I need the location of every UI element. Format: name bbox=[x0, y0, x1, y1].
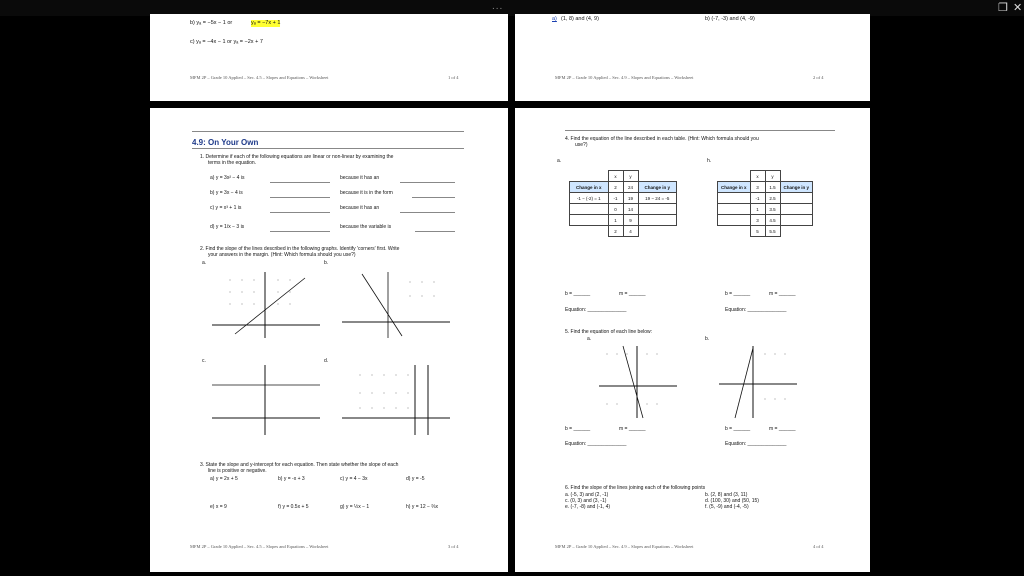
table-cell: 0 bbox=[608, 204, 623, 215]
q5a-equation[interactable]: Equation: ______________ bbox=[565, 441, 627, 447]
q3a: a) y = 2x + 5 bbox=[210, 476, 238, 482]
page2-footer: MFM 2P – Grade 10 Applied – Sec. 4.9 – Slopes and Equations – Worksheet bbox=[555, 75, 694, 80]
title-rule-bottom bbox=[192, 148, 464, 149]
item-a-points: (1, 8) and (4, 9) bbox=[561, 16, 599, 22]
table-cell-blank[interactable] bbox=[780, 215, 813, 226]
page1-number: 1 of 4 bbox=[448, 75, 459, 80]
q1a-eq: a) y = 3x² − 4 is bbox=[210, 175, 245, 181]
page-3 bbox=[150, 108, 508, 572]
q4-text-2: use?) bbox=[575, 142, 588, 148]
table-cell: 3 bbox=[750, 215, 765, 226]
table-b-col-x: x bbox=[750, 171, 765, 182]
table-a-col-x: x bbox=[608, 171, 623, 182]
table-a-change-x-label: Change in x bbox=[570, 182, 609, 193]
q3f: f) y = 0.5x + 5 bbox=[278, 504, 309, 510]
table-b-change-y-label: Change in y bbox=[780, 182, 813, 193]
answer-line[interactable] bbox=[270, 212, 330, 213]
q5a-m-blank[interactable]: m = ______ bbox=[619, 426, 646, 432]
table-a-change-y-label: Change in y bbox=[638, 182, 677, 193]
table-cell-blank[interactable] bbox=[718, 215, 751, 226]
table-b-b-blank[interactable]: b = ______ bbox=[725, 291, 751, 297]
answer-line[interactable] bbox=[270, 182, 330, 183]
q3e: e) x = 9 bbox=[210, 504, 227, 510]
q1-text: 1. Determine if each of the following equations are linear or non-linear by examining the bbox=[200, 154, 394, 160]
q5a-b-blank[interactable]: b = ______ bbox=[565, 426, 591, 432]
table-b-col-y: y bbox=[765, 171, 780, 182]
table-cell-blank[interactable] bbox=[780, 204, 813, 215]
table-a-col-y: y bbox=[623, 171, 638, 182]
q1d-reason: because the variable is bbox=[340, 224, 392, 230]
table-cell: 1 bbox=[750, 204, 765, 215]
table-cell: 2 bbox=[608, 226, 623, 237]
table-a-equation[interactable]: Equation: ______________ bbox=[565, 307, 627, 313]
page4-footer: MFM 2P – Grade 10 Applied – Sec. 4.9 – Slopes and Equations – Worksheet bbox=[555, 544, 694, 549]
table-cell: 4.5 bbox=[765, 215, 780, 226]
table-cell: -1 bbox=[750, 193, 765, 204]
q5b-b-blank[interactable]: b = ______ bbox=[725, 426, 751, 432]
graph-b-label: b. bbox=[324, 260, 329, 266]
answer-line[interactable] bbox=[400, 212, 455, 213]
q3-text: 3. State the slope and y-intercept for each equation. Then state whether the slope of each bbox=[200, 462, 399, 468]
table-a bbox=[569, 170, 677, 237]
table-cell-blank[interactable] bbox=[638, 215, 677, 226]
q3-text-2: line is positive or negative. bbox=[208, 468, 267, 474]
eq-b-left: b) yₐ = −5x − 1 or bbox=[190, 20, 233, 26]
q5b-label: b. bbox=[705, 336, 710, 342]
table-cell: 24 bbox=[623, 182, 638, 193]
graph-5a bbox=[597, 344, 679, 420]
table-cell: 2 bbox=[608, 182, 623, 193]
graph-d bbox=[340, 363, 452, 438]
q6c: c. (0, 3) and (3, -1) bbox=[565, 498, 607, 504]
q3h: h) y = 12 − ⅔x bbox=[406, 504, 438, 510]
page-2 bbox=[515, 14, 870, 101]
table-b-m-blank[interactable]: m = ______ bbox=[769, 291, 796, 297]
table-b bbox=[717, 170, 813, 237]
answer-line[interactable] bbox=[270, 197, 330, 198]
q3g: g) y = ½x − 1 bbox=[340, 504, 370, 510]
table-cell-blank[interactable] bbox=[638, 204, 677, 215]
graph-c-label: c. bbox=[202, 358, 206, 364]
table-cell-blank[interactable] bbox=[570, 215, 609, 226]
table-cell: 14 bbox=[623, 204, 638, 215]
q6d: d. (100, 30) and (50, 15) bbox=[705, 498, 759, 504]
q4-text: 4. Find the equation of the line described in each table. (Hint: Which formula should you bbox=[565, 136, 759, 142]
graph-c bbox=[210, 363, 322, 438]
graph-5b bbox=[717, 344, 799, 420]
page-1 bbox=[150, 14, 508, 101]
table-a-right-work: 19 − 24 = -5 bbox=[638, 193, 677, 204]
q3c: c) y = 4 − 3x bbox=[340, 476, 368, 482]
table-b-label: h. bbox=[707, 158, 712, 164]
page3-number: 3 of 4 bbox=[448, 544, 459, 549]
page-title: 4.9: On Your Own bbox=[192, 138, 259, 147]
graph-d-label: d. bbox=[324, 358, 329, 364]
q2-text: 2. Find the slope of the lines described in the following graphs. Identify 'corners' first. Write bbox=[200, 246, 400, 252]
page1-footer: MFM 2P – Grade 10 Applied – Sec. 4.5 – Slopes and Equations – Worksheet bbox=[190, 75, 329, 80]
item-a-label[interactable]: a) bbox=[552, 16, 557, 22]
q6-text: 6. Find the slope of the lines joining each of the following points bbox=[565, 485, 706, 491]
q2-text-2: your answers in the margin. (Hint: Which formula should you use?) bbox=[208, 252, 356, 258]
q1b-eq: b) y = 3x − 4 is bbox=[210, 190, 243, 196]
table-b-change-x-label: Change in x bbox=[718, 182, 751, 193]
table-cell: -1 bbox=[608, 193, 623, 204]
restore-icon[interactable]: ❐ bbox=[998, 2, 1008, 14]
table-cell: 1.5 bbox=[765, 182, 780, 193]
page2-number: 2 of 4 bbox=[813, 75, 824, 80]
q1c-reason: because it has an bbox=[340, 205, 380, 211]
answer-line[interactable] bbox=[412, 197, 455, 198]
q1a-reason: because it has an bbox=[340, 175, 380, 181]
page4-number: 4 of 4 bbox=[813, 544, 824, 549]
table-cell-blank[interactable] bbox=[718, 204, 751, 215]
table-cell-blank[interactable] bbox=[780, 193, 813, 204]
table-a-m-blank[interactable]: m = ______ bbox=[619, 291, 646, 297]
eq-c: c) yₐ = −4x − 1 or yₐ = −2x + 7 bbox=[190, 39, 263, 45]
q5a-label: a. bbox=[587, 336, 592, 342]
table-cell: 1 bbox=[608, 215, 623, 226]
q5-text: 5. Find the equation of each line below: bbox=[565, 329, 653, 335]
q6f: f. (5, -9) and (-4, -5) bbox=[705, 504, 749, 510]
table-cell: 19 bbox=[623, 193, 638, 204]
answer-line[interactable] bbox=[415, 231, 455, 232]
page3-footer: MFM 2P – Grade 10 Applied – Sec. 4.5 – Slopes and Equations – Worksheet bbox=[190, 544, 329, 549]
graph-b bbox=[340, 270, 452, 340]
answer-line[interactable] bbox=[400, 182, 455, 183]
graph-a-label: a. bbox=[202, 260, 207, 266]
table-cell: 4 bbox=[623, 226, 638, 237]
top-rule bbox=[565, 130, 835, 131]
q5b-equation[interactable]: Equation: ______________ bbox=[725, 441, 787, 447]
table-cell-blank[interactable] bbox=[570, 204, 609, 215]
item-b-points: b) (-7, -3) and (4, -9) bbox=[705, 16, 755, 22]
table-a-label: a. bbox=[557, 158, 562, 164]
table-b-equation[interactable]: Equation: ______________ bbox=[725, 307, 787, 313]
page-4 bbox=[515, 108, 870, 572]
q1b-reason: because it is in the form bbox=[340, 190, 393, 196]
q3d: d) y = -5 bbox=[406, 476, 425, 482]
table-cell: 5.5 bbox=[765, 226, 780, 237]
q3b: b) y = -x + 3 bbox=[278, 476, 305, 482]
q6b: b. (2, 8) and (3, 11) bbox=[705, 492, 748, 498]
graph-a bbox=[210, 270, 322, 340]
table-cell: 2.5 bbox=[765, 193, 780, 204]
q1-text-2: terms in the equation. bbox=[208, 160, 257, 166]
q6e: e. (-7, -8) and (-1, 4) bbox=[565, 504, 611, 510]
q6a: a. (-5, 3) and (2, -1) bbox=[565, 492, 609, 498]
q5b-m-blank[interactable]: m = ______ bbox=[769, 426, 796, 432]
title-rule-top bbox=[192, 131, 464, 132]
table-a-b-blank[interactable]: b = ______ bbox=[565, 291, 591, 297]
table-cell: 3.5 bbox=[765, 204, 780, 215]
table-a-left-work: -1 − (-2) = 1 bbox=[570, 193, 609, 204]
answer-line[interactable] bbox=[270, 231, 330, 232]
table-cell: 3 bbox=[750, 182, 765, 193]
table-cell: 9 bbox=[623, 215, 638, 226]
q1c-eq: c) y = x³ + 1 is bbox=[210, 205, 242, 211]
eq-b-highlight: yₐ = −7x + 1 bbox=[251, 20, 281, 26]
q1d-eq: d) y = 1/x − 3 is bbox=[210, 224, 245, 230]
menu-dots-icon[interactable]: ... bbox=[492, 1, 504, 12]
table-cell: 5 bbox=[750, 226, 765, 237]
table-cell-blank[interactable] bbox=[718, 193, 751, 204]
close-icon[interactable]: ✕ bbox=[1013, 2, 1023, 14]
